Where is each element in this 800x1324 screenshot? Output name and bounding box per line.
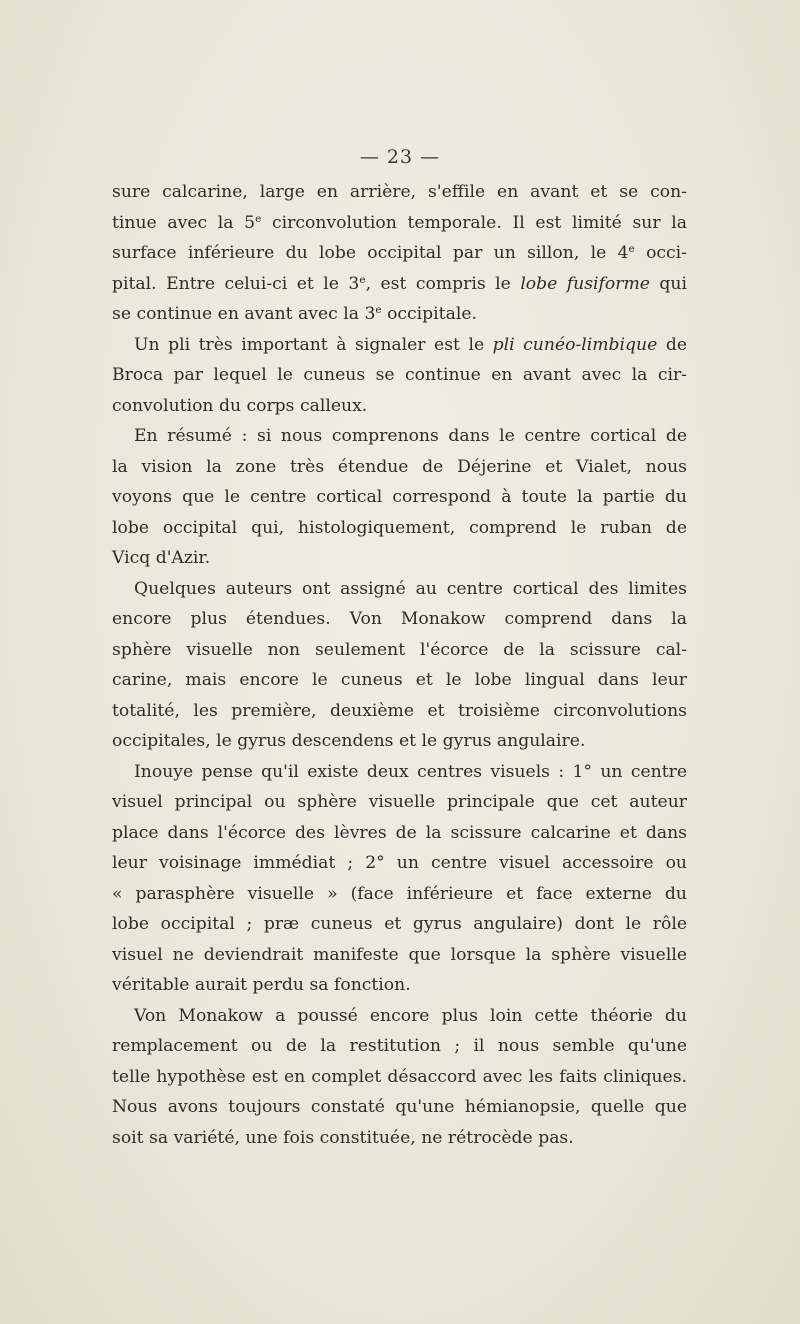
text-line: Inouye pense qu'il existe deux centres visuels : 1° un centre <box>134 761 687 782</box>
text-line: leur voisinage immédiat ; 2° un centre visuel accessoire ou <box>112 853 687 873</box>
text-line: voyons que le centre cortical correspond à toute la partie du <box>112 487 687 507</box>
text-line: place dans l'écorce des lèvres de la scissure calcarine et dans <box>112 822 687 843</box>
text-line: Un pli très important à signaler est le pli cunéo-limbique de <box>134 334 688 355</box>
text-line: pital. Entre celui-ci et le 3e, est compris le lobe fusiforme qui <box>112 273 687 294</box>
body-text <box>112 177 687 1153</box>
text-line: encore plus étendues. Von Monakow comprend dans la <box>112 609 687 629</box>
text-line: convolution du corps calleux. <box>112 395 368 416</box>
text-line: surface inférieure du lobe occipital par un sillon, le 4e occi- <box>112 243 687 263</box>
text-line: Vicq d'Azir. <box>112 548 211 568</box>
text-line: sure calcarine, large en arrière, s'effile en avant et se con- <box>112 182 687 202</box>
text-line: visuel ne deviendrait manifeste que lorsque la sphère visuelle <box>112 944 687 965</box>
text-line: véritable aurait perdu sa fonction. <box>112 975 411 995</box>
text-line: carine, mais encore le cuneus et le lobe lingual dans leur <box>112 670 687 690</box>
text-line: remplacement ou de la restitution ; il nous semble qu'une <box>112 1036 687 1056</box>
text-line: lobe occipital qui, histologiquement, comprend le ruban de <box>112 517 687 538</box>
text-line: « parasphère visuelle » (face inférieure et face externe du <box>112 883 687 904</box>
text-line: sphère visuelle non seulement l'écorce de la scissure cal- <box>112 639 687 660</box>
text-line: Broca par lequel le cuneus se continue en avant avec la cir- <box>112 365 687 385</box>
text-line: lobe occipital ; præ cuneus et gyrus angulaire) dont le rôle <box>112 914 687 934</box>
text-line: se continue en avant avec la 3e occipitale. <box>112 304 477 324</box>
page-number: — 23 — <box>359 146 441 168</box>
text-line: Von Monakow a poussé encore plus loin cette théorie du <box>134 1005 687 1026</box>
text-line: telle hypothèse est en complet désaccord avec les faits cliniques. <box>112 1066 687 1087</box>
text-line: tinue avec la 5e circonvolution temporale. Il est limité sur la <box>112 212 687 233</box>
text-line: occipitales, le gyrus descendens et le gyrus angulaire. <box>112 731 586 751</box>
text-line: Quelques auteurs ont assigné au centre cortical des limites <box>134 578 687 599</box>
text-line: la vision la zone très étendue de Déjerine et Vialet, nous <box>112 456 687 477</box>
text-line: soit sa variété, une fois constituée, ne rétrocède pas. <box>112 1127 574 1148</box>
text-line: Nous avons toujours constaté qu'une hémianopsie, quelle que <box>112 1097 687 1117</box>
text-line: visuel principal ou sphère visuelle principale que cet auteur <box>112 792 687 812</box>
text-line: totalité, les première, deuxième et troisième circonvolutions <box>112 700 687 721</box>
text-line: En résumé : si nous comprenons dans le centre cortical de <box>134 426 687 446</box>
